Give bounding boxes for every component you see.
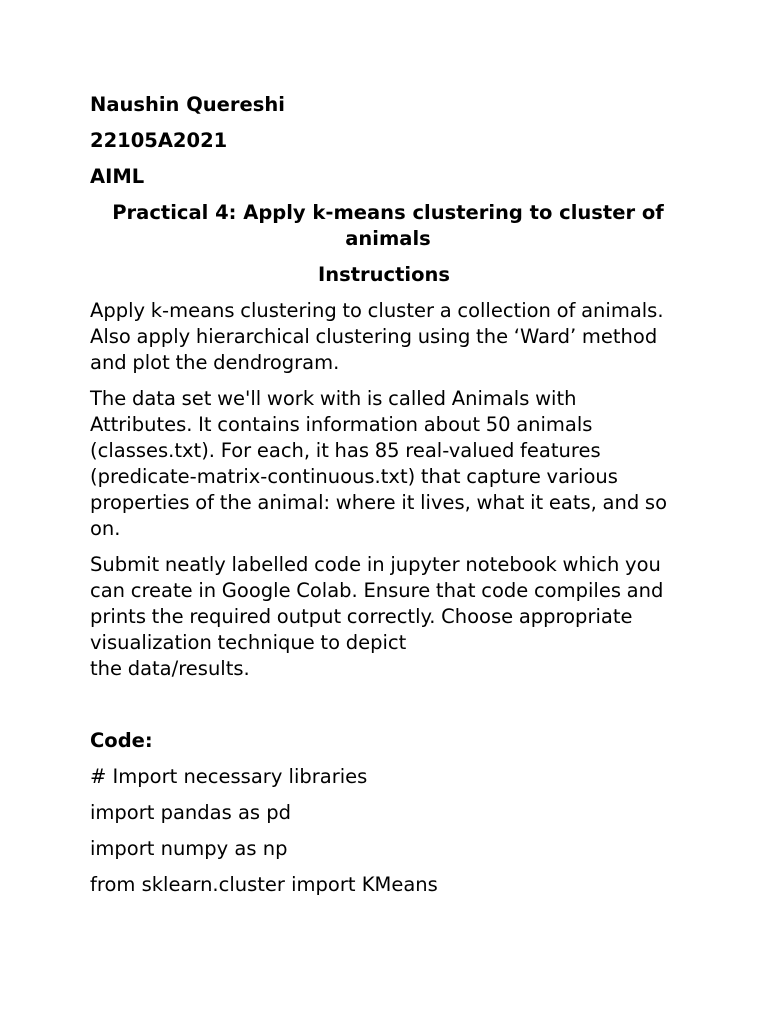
spacer <box>90 692 678 728</box>
document-page <box>90 92 678 908</box>
instructions-paragraph-3-continued: the data/results. <box>90 657 250 680</box>
code-line-import-numpy: import numpy as np <box>90 837 288 860</box>
instructions-heading: Instructions <box>317 263 450 286</box>
instructions-paragraph-2: The data set we'll work with is called Animals with Attributes. It contains information about 50 animals (classes.txt). For each, it has 85 real-valued features (predicate-matrix-continuous.txt) that capture various properties of the animal: where it lives, what it eats, and so on. <box>90 387 668 540</box>
instructions-paragraph-1: Apply k-means clustering to cluster a collection of animals. Also apply hierarchical clustering using the ‘Ward’ method and plot the dendrogram. <box>90 299 664 374</box>
code-heading: Code: <box>90 729 153 752</box>
roll-number: 22105A2021 <box>90 129 228 152</box>
code-line-import-pandas: import pandas as pd <box>90 801 292 824</box>
author-name: Naushin Quereshi <box>90 93 285 116</box>
code-line-import-kmeans: from sklearn.cluster import KMeans <box>90 873 438 896</box>
practical-title: Practical 4: Apply k-means clustering to cluster of animals <box>112 201 664 250</box>
department: AIML <box>90 165 145 188</box>
instructions-paragraph-3: Submit neatly labelled code in jupyter notebook which you can create in Google Colab. Ensure that code compiles and prints the required output correctly. Choose appropriate visualization technique to depict <box>90 553 664 654</box>
code-line-comment: # Import necessary libraries <box>90 765 368 788</box>
